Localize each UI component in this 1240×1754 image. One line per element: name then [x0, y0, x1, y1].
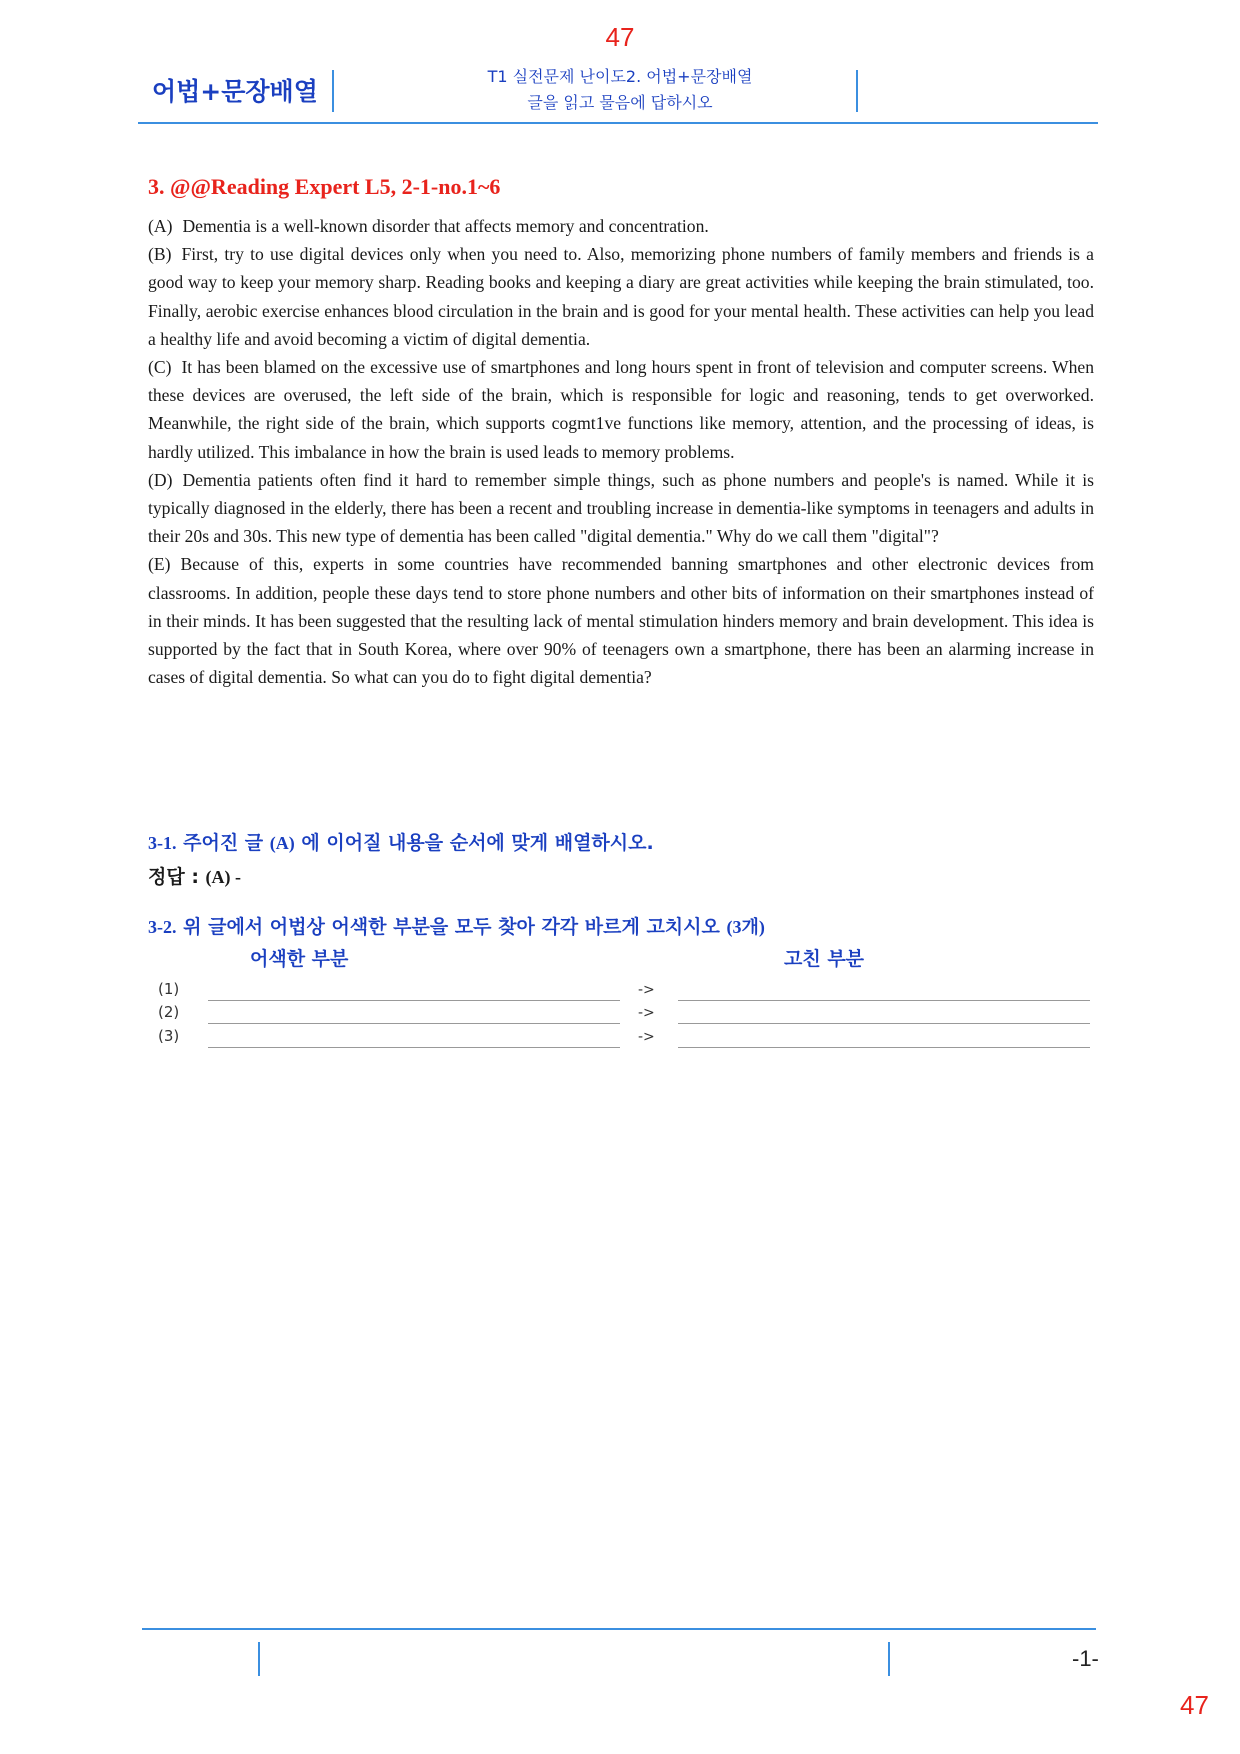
row-number-1: (1)	[158, 980, 180, 998]
passage-paragraph-e: (E) Because of this, experts in some countries have recommended banning smartphones and other electronic devices from classrooms. In addition, people these days tend to store phone numbers and other bits of information on their smartphones instead of in their minds. It has been suggested that the resulting lack of mental stimulation hinders memory and brain development. This idea is supported by the fact that in South Korea, where over 90% of teenagers own a smartphone, there has been an alarming increase in cases of digital dementia. So what can you do to fight digital dementia?	[148, 554, 1094, 688]
passage-paragraph-d: (D) Dementia patients often find it hard to remember simple things, such as phone numbers and people's is named. While it is typically diagnosed in the elderly, there has been a recent and troubling increase in dementia-like symptoms in teenagers and adults in their 20s and 30s. This new type of dementia has been called "digital dementia." Why do we call them "digital"?	[148, 469, 1094, 547]
header-subtitle-2: 글을 읽고 물음에 답하시오	[527, 93, 713, 112]
header-subtitle-1: T1 실전문제 난이도2. 어법+문장배열	[487, 67, 753, 86]
question-1-title: 3-1. 주어진 글 (A) 에 이어질 내용을 순서에 맞게 배열하시오.	[148, 832, 654, 854]
footer-divider-left	[258, 1642, 260, 1676]
section-title: 3. @@Reading Expert L5, 2-1-no.1~6	[148, 174, 501, 199]
row-arrow-3: ->	[638, 1029, 655, 1045]
question-1-answer	[148, 862, 241, 889]
header-divider-right	[856, 70, 858, 112]
row-number-2: (2)	[158, 1003, 180, 1021]
header-divider-left	[332, 70, 334, 112]
passage-paragraph-c: (C) It has been blamed on the excessive use of smartphones and long hours spent in front of television and computer screens. When these devices are overused, the left side of the brain, which is responsible for logic and reasoning, tends to get overworked. Meanwhile, the right side of the brain, which supports cogmt1ve functions like memory, attention, and the processing of ideas, is hardly utilized. This imbalance in how the brain is used leads to memory problems.	[148, 357, 1094, 462]
footer-divider-right	[888, 1642, 890, 1676]
answer-value: (A) -	[205, 867, 242, 887]
answer-line-fixed-3[interactable]	[678, 1047, 1090, 1048]
question-2-title: 3-2. 위 글에서 어법상 어색한 부분을 모두 찾아 각각 바르게 고치시오 (3개)	[148, 916, 765, 938]
row-number-3: (3)	[158, 1027, 180, 1045]
answer-line-wrong-1[interactable]	[208, 1000, 620, 1001]
footer-rule	[142, 1628, 1096, 1630]
passage	[148, 212, 1094, 691]
column-fixed-header: 고친 부분	[784, 948, 865, 970]
footer-page-indicator: -1-	[1072, 1646, 1099, 1671]
page-number-top: 47	[605, 22, 635, 52]
answer-line-fixed-1[interactable]	[678, 1000, 1090, 1001]
answer-line-wrong-2[interactable]	[208, 1023, 620, 1024]
row-arrow-2: ->	[638, 1005, 655, 1021]
answer-label: 정답 :	[148, 866, 199, 888]
passage-paragraph-b: (B) First, try to use digital devices only when you need to. Also, memorizing phone numbers of family members and friends is a good way to keep your memory sharp. Reading books and keeping a diary are great activities while keeping the brain stimulated, too. Finally, aerobic exercise enhances blood circulation in the brain and is good for your mental health. These activities can help you lead a healthy life and avoid becoming a victim of digital dementia.	[148, 244, 1094, 349]
row-arrow-1: ->	[638, 982, 655, 998]
passage-paragraph-a: (A) Dementia is a well-known disorder that affects memory and concentration.	[148, 216, 709, 236]
answer-line-fixed-2[interactable]	[678, 1023, 1090, 1024]
header-rule	[138, 122, 1098, 124]
header-title: 어법+문장배열	[152, 77, 318, 106]
page-number-bottom: 47	[1180, 1690, 1209, 1720]
column-wrong-header: 어색한 부분	[250, 948, 349, 970]
answer-line-wrong-3[interactable]	[208, 1047, 620, 1048]
